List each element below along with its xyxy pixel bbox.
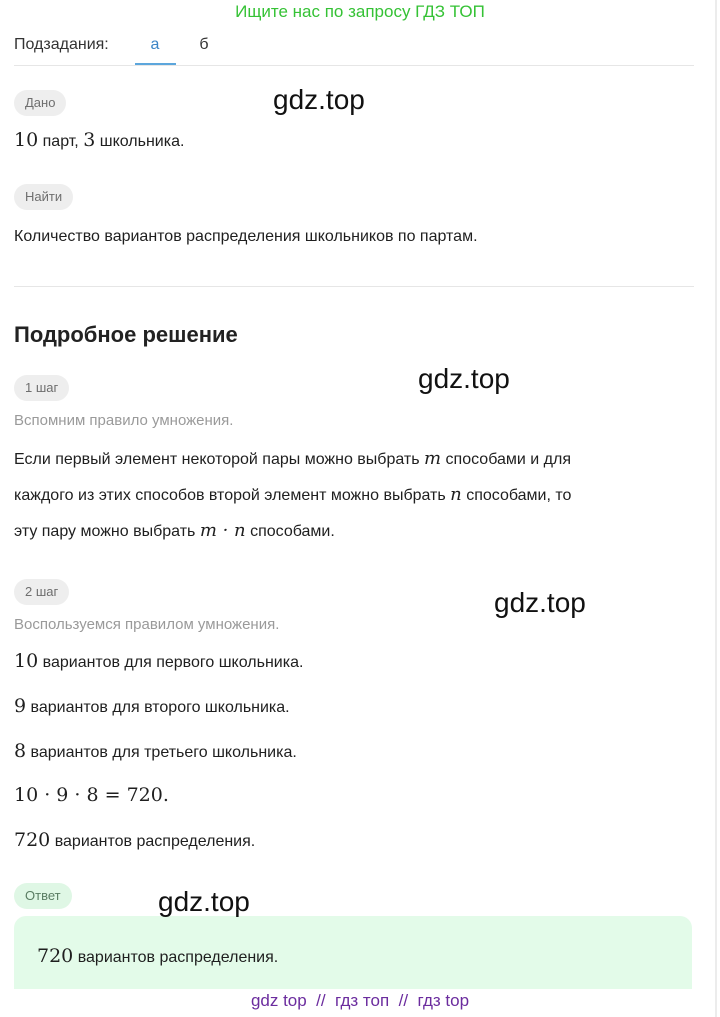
tab-subtask-b[interactable]: б <box>199 36 209 53</box>
watermark: gdz.top <box>494 587 586 618</box>
watermark: gdz.top <box>418 363 510 394</box>
given-text-part1: парт, <box>38 133 84 150</box>
answer-badge: Ответ <box>14 883 72 909</box>
answer-badge-wrap <box>14 883 72 909</box>
step1-line1-text: Если первый элемент некоторой пары можно выбрать <box>14 451 425 468</box>
expr-m-times-n: m · n <box>199 520 246 541</box>
given-num-desks: 10 <box>14 129 39 151</box>
step2-line3 <box>14 740 297 762</box>
find-text: Количество вариантов распределения школьников по партам. <box>14 228 478 245</box>
watermark: gdz.top <box>273 84 365 115</box>
footer-links[interactable]: gdz top // гдз топ // гдз top <box>250 991 470 1010</box>
find-badge-wrap <box>14 184 73 210</box>
step1-line3-text: эту пару можно выбрать <box>14 523 200 540</box>
var-m: m <box>424 448 442 469</box>
step1-line3-text-end: способами. <box>245 523 335 540</box>
step1-line2-text: каждого из этих способов второй элемент можно выбрать <box>14 487 451 504</box>
step2-badge: 2 шаг <box>14 579 69 605</box>
solution-title: Подробное решение <box>14 322 238 347</box>
step1-line1 <box>14 448 571 469</box>
step2-line1 <box>14 650 303 672</box>
find-badge: Найти <box>14 184 73 210</box>
num-8: 8 <box>14 740 27 762</box>
given-text-part2: школьника. <box>95 133 185 150</box>
num-720: 720 <box>14 829 51 851</box>
step1-badge-wrap <box>14 375 69 401</box>
answer-text-part: вариантов распределения. <box>73 949 279 966</box>
answer-text <box>37 945 278 967</box>
watermark: gdz.top <box>158 886 250 917</box>
given-num-students: 3 <box>83 129 96 151</box>
step2-formula: 10 · 9 · 8 = 720. <box>14 784 169 806</box>
answer-num: 720 <box>37 945 74 967</box>
step2-line2-text: вариантов для второго школьника. <box>26 699 290 716</box>
step1-line1-text-end: способами и для <box>441 451 571 468</box>
section-divider <box>14 286 694 287</box>
step2-line5-text: вариантов распределения. <box>50 833 256 850</box>
step2-hint: Воспользуемся правилом умножения. <box>14 616 280 633</box>
num-10: 10 <box>14 650 39 672</box>
given-text <box>14 129 184 151</box>
step1-line2-text-end: способами, то <box>461 487 572 504</box>
tabs-divider <box>14 65 694 66</box>
step1-line3 <box>14 520 335 541</box>
promo-banner: Ищите нас по запросу ГДЗ ТОП <box>235 2 485 21</box>
subtasks-label: Подзадания: <box>14 36 109 53</box>
var-n: n <box>450 484 462 505</box>
step2-line3-text: вариантов для третьего школьника. <box>26 744 297 761</box>
step1-badge: 1 шаг <box>14 375 69 401</box>
step2-line5 <box>14 829 255 851</box>
right-edge-line <box>715 0 717 1017</box>
step2-line2 <box>14 695 290 717</box>
step1-hint: Вспомним правило умножения. <box>14 412 234 429</box>
step2-badge-wrap <box>14 579 69 605</box>
num-9: 9 <box>14 695 27 717</box>
step1-line2 <box>14 484 571 505</box>
given-badge-wrap <box>14 90 66 116</box>
given-badge: Дано <box>14 90 66 116</box>
tab-subtask-a[interactable]: а <box>150 36 160 53</box>
step2-line1-text: вариантов для первого школьника. <box>38 654 304 671</box>
